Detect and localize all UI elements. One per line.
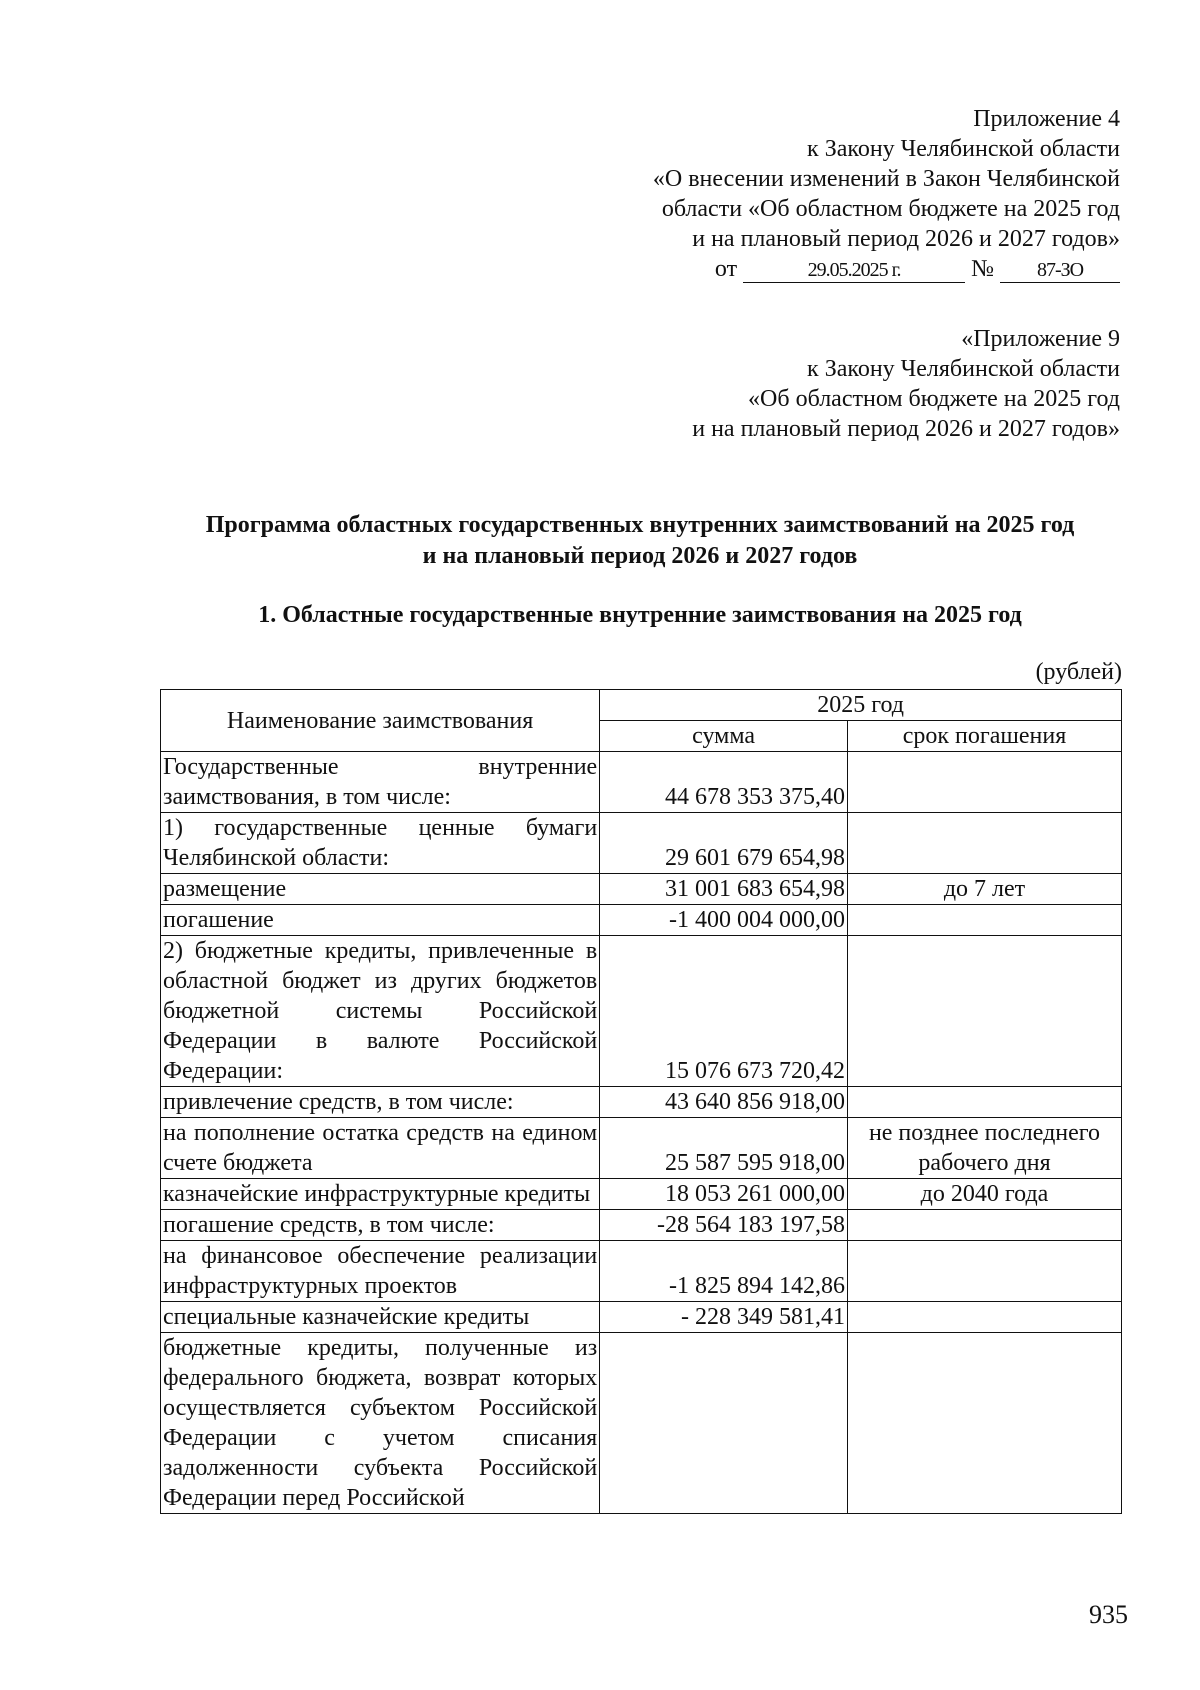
appendix-line: к Закону Челябинской области: [807, 136, 1120, 162]
row-term-cell: до 2040 года: [847, 1179, 1121, 1210]
table-row: [161, 1241, 1122, 1302]
appendix-line: и на плановый период 2026 и 2027 годов»: [692, 226, 1120, 252]
table-body: [161, 752, 1122, 1514]
row-name-cell: 2) бюджетные кредиты, привлеченные в областной бюджет из других бюджетов бюджетной системы Российской Федерации в валюте Российской Федерации:: [161, 936, 600, 1087]
row-name-cell: размещение: [161, 874, 600, 905]
appendix-line: Приложение 4: [973, 106, 1120, 132]
row-amount-cell: - 228 349 581,41: [600, 1302, 848, 1333]
row-name-cell: специальные казначейские кредиты: [161, 1302, 600, 1333]
row-name-cell: казначейские инфраструктурные кредиты: [161, 1179, 600, 1210]
law-date-number-line: [420, 254, 1120, 284]
table-row: [161, 1118, 1122, 1179]
appendix-line: «Приложение 9: [961, 326, 1120, 352]
row-amount-cell: 31 001 683 654,98: [600, 874, 848, 905]
section-title: 1. Областные государственные внутренние заимствования на 2025 год: [258, 602, 1022, 628]
number-label: №: [971, 256, 994, 282]
table-row: [161, 936, 1122, 1087]
header-term: срок погашения: [847, 721, 1121, 752]
law-number: 87-ЗО: [1000, 258, 1120, 283]
row-amount-cell: [600, 1333, 848, 1514]
page-number: 935: [1089, 1600, 1128, 1629]
row-term-cell: до 7 лет: [847, 874, 1121, 905]
title-line-1: Программа областных государственных внутренних заимствований на 2025 год: [205, 512, 1075, 538]
table-row: [161, 1333, 1122, 1514]
row-term-cell: [847, 1241, 1121, 1302]
table-row: [161, 1087, 1122, 1118]
law-date: 29.05.2025 г.: [743, 258, 965, 283]
title-line-2: и на плановый период 2026 и 2027 годов: [422, 543, 858, 569]
row-name-cell: Государственные внутренние заимствования, в том числе:: [161, 752, 600, 813]
row-term-cell: [847, 1210, 1121, 1241]
appendix-header: [420, 104, 1120, 284]
appendix-line: «О внесении изменений в Закон Челябинской: [652, 166, 1120, 192]
from-label: от: [714, 256, 738, 282]
row-term-cell: [847, 905, 1121, 936]
row-amount-cell: -28 564 183 197,58: [600, 1210, 848, 1241]
appendix-9-header: [420, 324, 1120, 444]
row-term-cell: [847, 752, 1121, 813]
table-row: [161, 813, 1122, 874]
row-amount-cell: -1 825 894 142,86: [600, 1241, 848, 1302]
header-year: 2025 год: [600, 690, 1122, 721]
row-name-cell: 1) государственные ценные бумаги Челябинской области:: [161, 813, 600, 874]
table-header-row: [161, 690, 1122, 721]
borrowing-table: [160, 689, 1122, 1514]
appendix-line: «Об областном бюджете на 2025 год: [748, 386, 1120, 412]
header-sum: сумма: [600, 721, 848, 752]
row-name-cell: погашение: [161, 905, 600, 936]
row-amount-cell: 44 678 353 375,40: [600, 752, 848, 813]
row-term-cell: [847, 1333, 1121, 1514]
row-name-cell: привлечение средств, в том числе:: [161, 1087, 600, 1118]
row-amount-cell: -1 400 004 000,00: [600, 905, 848, 936]
row-name-cell: бюджетные кредиты, полученные из федерального бюджета, возврат которых осуществляется субъектом Российской Федерации с учетом списания задолженности субъекта Российской Федерации перед Российской: [161, 1333, 600, 1514]
units-label: (рублей): [1035, 659, 1122, 685]
row-amount-cell: 29 601 679 654,98: [600, 813, 848, 874]
row-name-cell: на пополнение остатка средств на едином счете бюджета: [161, 1118, 600, 1179]
table-row: [161, 1179, 1122, 1210]
table-row: [161, 905, 1122, 936]
row-amount-cell: 43 640 856 918,00: [600, 1087, 848, 1118]
row-amount-cell: 15 076 673 720,42: [600, 936, 848, 1087]
row-term-cell: [847, 1087, 1121, 1118]
table-row: [161, 1302, 1122, 1333]
table-row: [161, 752, 1122, 813]
appendix-line: к Закону Челябинской области: [807, 356, 1120, 382]
row-amount-cell: 18 053 261 000,00: [600, 1179, 848, 1210]
appendix-line: и на плановый период 2026 и 2027 годов»: [692, 416, 1120, 442]
document-title: [150, 510, 1130, 572]
header-name: Наименование заимствования: [161, 690, 600, 752]
row-term-cell: [847, 936, 1121, 1087]
row-term-cell: [847, 1302, 1121, 1333]
appendix-line: области «Об областном бюджете на 2025 год: [661, 196, 1120, 222]
table-row: [161, 1210, 1122, 1241]
row-amount-cell: 25 587 595 918,00: [600, 1118, 848, 1179]
row-term-cell: [847, 813, 1121, 874]
row-name-cell: погашение средств, в том числе:: [161, 1210, 600, 1241]
table-row: [161, 874, 1122, 905]
row-name-cell: на финансовое обеспечение реализации инфраструктурных проектов: [161, 1241, 600, 1302]
row-term-cell: не позднее последнего рабочего дня: [847, 1118, 1121, 1179]
